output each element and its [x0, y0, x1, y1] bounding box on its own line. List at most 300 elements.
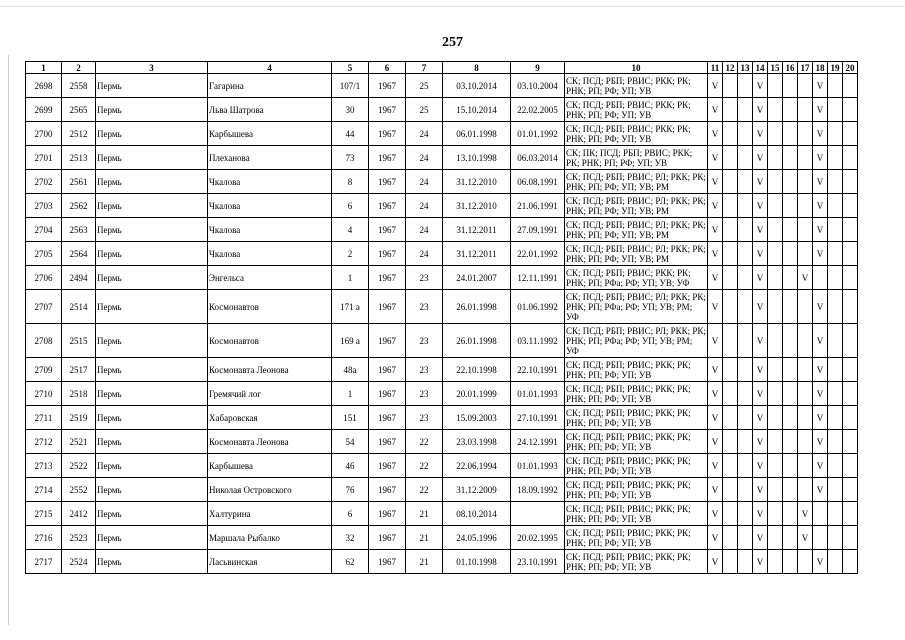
- house-number-cell: 169 а: [332, 324, 369, 358]
- count-cell: 22: [406, 430, 443, 454]
- street-cell: Энгельса: [208, 266, 332, 290]
- year-cell: 1967: [369, 502, 406, 526]
- mark-cell: [738, 358, 753, 382]
- mark-cell: [723, 122, 738, 146]
- street-cell: Маршала Рыбалко: [208, 526, 332, 550]
- city-cell: Пермь: [96, 266, 208, 290]
- table-body: [26, 74, 858, 574]
- mark-cell: [798, 74, 813, 98]
- mark-cell: [783, 122, 798, 146]
- mark-cell: [828, 74, 843, 98]
- row-number-cell: 2698: [26, 74, 62, 98]
- street-cell: Халтурина: [208, 502, 332, 526]
- mark-cell: [828, 502, 843, 526]
- mark-cell: [843, 550, 858, 574]
- mark-cell: V: [813, 122, 828, 146]
- date-cell: 24.01.2007: [443, 266, 511, 290]
- date-cell: 01.10.1998: [443, 550, 511, 574]
- year-cell: 1967: [369, 218, 406, 242]
- mark-cell: V: [708, 550, 723, 574]
- house-number-cell: 48а: [332, 358, 369, 382]
- year-cell: 1967: [369, 358, 406, 382]
- mark-cell: [768, 218, 783, 242]
- mark-cell: [828, 242, 843, 266]
- row-number-cell: 2708: [26, 324, 62, 358]
- date-cell: 01.01.1993: [511, 454, 565, 478]
- mark-cell: V: [708, 194, 723, 218]
- date-cell: 06.03.2014: [511, 146, 565, 170]
- row-number-cell: 2714: [26, 478, 62, 502]
- mark-cell: [768, 122, 783, 146]
- mark-cell: [768, 382, 783, 406]
- mark-cell: [798, 478, 813, 502]
- date-cell: 03.10.2014: [443, 74, 511, 98]
- mark-cell: V: [708, 290, 723, 324]
- house-number-cell: 1: [332, 266, 369, 290]
- mark-cell: V: [813, 194, 828, 218]
- year-cell: 1967: [369, 266, 406, 290]
- house-id-cell: 2521: [62, 430, 96, 454]
- date-cell: 01.01.1992: [511, 122, 565, 146]
- column-header: 18: [813, 62, 828, 74]
- count-cell: 24: [406, 218, 443, 242]
- city-cell: Пермь: [96, 502, 208, 526]
- date-cell: 31.12.2010: [443, 170, 511, 194]
- mark-cell: [738, 242, 753, 266]
- mark-cell: V: [708, 122, 723, 146]
- mark-cell: [798, 290, 813, 324]
- mark-cell: [723, 218, 738, 242]
- mark-cell: [723, 526, 738, 550]
- mark-cell: V: [753, 550, 768, 574]
- mark-cell: [783, 194, 798, 218]
- mark-cell: V: [708, 324, 723, 358]
- mark-cell: [843, 290, 858, 324]
- mark-cell: V: [813, 454, 828, 478]
- mark-cell: V: [813, 430, 828, 454]
- mark-cell: [828, 382, 843, 406]
- mark-cell: [738, 324, 753, 358]
- count-cell: 21: [406, 526, 443, 550]
- table-row: [26, 170, 858, 194]
- city-cell: Пермь: [96, 98, 208, 122]
- register-table: [25, 61, 858, 574]
- mark-cell: V: [753, 266, 768, 290]
- mark-cell: [828, 290, 843, 324]
- table-row: [26, 478, 858, 502]
- mark-cell: [798, 146, 813, 170]
- count-cell: 23: [406, 290, 443, 324]
- house-number-cell: 107/1: [332, 74, 369, 98]
- column-header: 4: [208, 62, 332, 74]
- mark-cell: [843, 454, 858, 478]
- mark-cell: [723, 382, 738, 406]
- date-cell: 22.01.1992: [511, 242, 565, 266]
- count-cell: 23: [406, 382, 443, 406]
- column-header: 19: [828, 62, 843, 74]
- work-types-cell: СК; ПСД; РБП; РВИС; РКК; РК; РНК; РП; РФ; УП; УВ: [565, 406, 708, 430]
- mark-cell: [843, 406, 858, 430]
- mark-cell: [768, 406, 783, 430]
- date-cell: 23.03.1998: [443, 430, 511, 454]
- city-cell: Пермь: [96, 430, 208, 454]
- count-cell: 24: [406, 194, 443, 218]
- date-cell: 31.12.2011: [443, 218, 511, 242]
- column-header: 14: [753, 62, 768, 74]
- mark-cell: [783, 454, 798, 478]
- table-row: [26, 454, 858, 478]
- mark-cell: [843, 194, 858, 218]
- mark-cell: [768, 194, 783, 218]
- house-id-cell: 2514: [62, 290, 96, 324]
- column-header: 5: [332, 62, 369, 74]
- column-header: 10: [565, 62, 708, 74]
- city-cell: Пермь: [96, 382, 208, 406]
- work-types-cell: СК; ПК; ПСД; РБП; РВИС; РКК; РК; РНК; РП; РФ; УП; УВ: [565, 146, 708, 170]
- house-id-cell: 2515: [62, 324, 96, 358]
- column-number-row: [26, 62, 858, 74]
- house-id-cell: 2519: [62, 406, 96, 430]
- mark-cell: [738, 382, 753, 406]
- mark-cell: V: [708, 74, 723, 98]
- mark-cell: V: [813, 146, 828, 170]
- mark-cell: [798, 242, 813, 266]
- mark-cell: V: [753, 74, 768, 98]
- mark-cell: [723, 430, 738, 454]
- city-cell: Пермь: [96, 290, 208, 324]
- row-number-cell: 2712: [26, 430, 62, 454]
- mark-cell: V: [708, 170, 723, 194]
- mark-cell: [843, 146, 858, 170]
- street-cell: Чкалова: [208, 242, 332, 266]
- count-cell: 21: [406, 550, 443, 574]
- mark-cell: [768, 550, 783, 574]
- mark-cell: [783, 550, 798, 574]
- year-cell: 1967: [369, 550, 406, 574]
- date-cell: 01.01.1993: [511, 382, 565, 406]
- house-id-cell: 2565: [62, 98, 96, 122]
- mark-cell: [723, 146, 738, 170]
- mark-cell: [798, 550, 813, 574]
- mark-cell: [798, 454, 813, 478]
- count-cell: 23: [406, 358, 443, 382]
- mark-cell: [843, 526, 858, 550]
- house-id-cell: 2552: [62, 478, 96, 502]
- mark-cell: [813, 502, 828, 526]
- mark-cell: [828, 406, 843, 430]
- mark-cell: [813, 266, 828, 290]
- mark-cell: [843, 502, 858, 526]
- mark-cell: [843, 218, 858, 242]
- house-number-cell: 6: [332, 194, 369, 218]
- work-types-cell: СК; ПСД; РБП; РВИС; РКК; РК; РНК; РП; РФ; УП; УВ: [565, 98, 708, 122]
- date-cell: 20.02.1995: [511, 526, 565, 550]
- city-cell: Пермь: [96, 74, 208, 98]
- table-row: [26, 266, 858, 290]
- row-number-cell: 2704: [26, 218, 62, 242]
- house-number-cell: 4: [332, 218, 369, 242]
- mark-cell: [798, 406, 813, 430]
- column-header: 11: [708, 62, 723, 74]
- mark-cell: [768, 478, 783, 502]
- date-cell: 12.11.1991: [511, 266, 565, 290]
- mark-cell: V: [708, 454, 723, 478]
- mark-cell: [828, 218, 843, 242]
- table-row: [26, 382, 858, 406]
- mark-cell: [783, 382, 798, 406]
- city-cell: Пермь: [96, 550, 208, 574]
- city-cell: Пермь: [96, 358, 208, 382]
- work-types-cell: СК; ПСД; РБП; РВИС; РКК; РК; РНК; РП; РФ; УП; УВ: [565, 382, 708, 406]
- work-types-cell: СК; ПСД; РБП; РВИС; РКК; РК; РНК; РП; РФ; УП; УВ: [565, 122, 708, 146]
- mark-cell: [828, 194, 843, 218]
- count-cell: 23: [406, 406, 443, 430]
- city-cell: Пермь: [96, 146, 208, 170]
- house-id-cell: 2524: [62, 550, 96, 574]
- house-id-cell: 2512: [62, 122, 96, 146]
- mark-cell: [783, 290, 798, 324]
- work-types-cell: СК; ПСД; РБП; РВИС; РЛ; РКК; РК; РНК; РП; РФ; УП; УВ; РМ: [566, 195, 706, 216]
- column-header: 3: [96, 62, 208, 74]
- mark-cell: V: [753, 478, 768, 502]
- mark-cell: V: [753, 502, 768, 526]
- column-header: 20: [843, 62, 858, 74]
- mark-cell: [783, 266, 798, 290]
- mark-cell: V: [813, 358, 828, 382]
- mark-cell: [768, 430, 783, 454]
- date-cell: 31.12.2011: [443, 242, 511, 266]
- mark-cell: [768, 454, 783, 478]
- mark-cell: [798, 358, 813, 382]
- table-row: [26, 74, 858, 98]
- work-types-cell: СК; ПСД; РБП; РВИС; РЛ; РКК; РК; РНК; РП; РФа; РФ; УП; УВ; РМ; УФ: [566, 291, 706, 322]
- date-cell: 24.05.1996: [443, 526, 511, 550]
- date-cell: 31.12.2009: [443, 478, 511, 502]
- mark-cell: [723, 98, 738, 122]
- mark-cell: [738, 478, 753, 502]
- mark-cell: [828, 526, 843, 550]
- house-id-cell: 2523: [62, 526, 96, 550]
- street-cell: Ласьвинская: [208, 550, 332, 574]
- mark-cell: [723, 266, 738, 290]
- mark-cell: [723, 478, 738, 502]
- street-cell: Карбышева: [208, 122, 332, 146]
- mark-cell: [783, 502, 798, 526]
- mark-cell: [783, 218, 798, 242]
- mark-cell: [798, 324, 813, 358]
- date-cell: 31.12.2010: [443, 194, 511, 218]
- mark-cell: [798, 194, 813, 218]
- table-row: [26, 122, 858, 146]
- mark-cell: [768, 358, 783, 382]
- date-cell: 22.10.1991: [511, 358, 565, 382]
- table-row: [26, 406, 858, 430]
- mark-cell: [798, 170, 813, 194]
- count-cell: 25: [406, 98, 443, 122]
- date-cell: 21.06.1991: [511, 194, 565, 218]
- date-cell: 06.01.1998: [443, 122, 511, 146]
- date-cell: 22.06.1994: [443, 454, 511, 478]
- date-cell: 22.02.2005: [511, 98, 565, 122]
- mark-cell: [828, 122, 843, 146]
- mark-cell: V: [813, 382, 828, 406]
- count-cell: 25: [406, 74, 443, 98]
- street-cell: Космонавтов: [208, 324, 332, 358]
- mark-cell: [768, 242, 783, 266]
- work-types-cell: СК; ПСД; РБП; РВИС; РКК; РК; РНК; РП; РФ; УП; УВ: [565, 550, 708, 574]
- column-header: 9: [511, 62, 565, 74]
- mark-cell: V: [753, 194, 768, 218]
- mark-cell: [813, 526, 828, 550]
- house-number-cell: 76: [332, 478, 369, 502]
- mark-cell: [738, 194, 753, 218]
- scan-top-edge: [0, 6, 905, 7]
- house-number-cell: 6: [332, 502, 369, 526]
- street-cell: Гагарина: [208, 74, 332, 98]
- street-cell: Хабаровская: [208, 406, 332, 430]
- mark-cell: [723, 550, 738, 574]
- date-cell: 03.10.2004: [511, 74, 565, 98]
- mark-cell: V: [753, 242, 768, 266]
- count-cell: 23: [406, 324, 443, 358]
- column-header: 8: [443, 62, 511, 74]
- mark-cell: [723, 290, 738, 324]
- row-number-cell: 2716: [26, 526, 62, 550]
- mark-cell: V: [813, 170, 828, 194]
- column-header: 15: [768, 62, 783, 74]
- mark-cell: V: [708, 526, 723, 550]
- mark-cell: V: [753, 382, 768, 406]
- mark-cell: [783, 98, 798, 122]
- mark-cell: V: [753, 122, 768, 146]
- row-number-cell: 2709: [26, 358, 62, 382]
- year-cell: 1967: [369, 430, 406, 454]
- mark-cell: [768, 502, 783, 526]
- street-cell: Чкалова: [208, 194, 332, 218]
- house-number-cell: 30: [332, 98, 369, 122]
- mark-cell: V: [708, 406, 723, 430]
- street-cell: Гремячий лог: [208, 382, 332, 406]
- mark-cell: [723, 454, 738, 478]
- table-row: [26, 550, 858, 574]
- date-cell: 24.12.1991: [511, 430, 565, 454]
- row-number-cell: 2711: [26, 406, 62, 430]
- mark-cell: V: [813, 406, 828, 430]
- mark-cell: [768, 290, 783, 324]
- count-cell: 24: [406, 170, 443, 194]
- mark-cell: V: [708, 358, 723, 382]
- house-id-cell: 2517: [62, 358, 96, 382]
- house-number-cell: 32: [332, 526, 369, 550]
- mark-cell: [723, 324, 738, 358]
- mark-cell: V: [798, 502, 813, 526]
- year-cell: 1967: [369, 290, 406, 324]
- mark-cell: V: [708, 146, 723, 170]
- mark-cell: [783, 406, 798, 430]
- street-cell: Чкалова: [208, 218, 332, 242]
- work-types-cell: СК; ПСД; РБП; РВИС; РКК; РК; РНК; РП; РФ; УП; УВ: [565, 430, 708, 454]
- city-cell: Пермь: [96, 242, 208, 266]
- year-cell: 1967: [369, 242, 406, 266]
- table-row: [26, 146, 858, 170]
- mark-cell: V: [813, 478, 828, 502]
- row-number-cell: 2713: [26, 454, 62, 478]
- mark-cell: [783, 478, 798, 502]
- date-cell: 13.10.1998: [443, 146, 511, 170]
- mark-cell: [738, 454, 753, 478]
- work-types-cell: СК; ПСД; РБП; РВИС; РКК; РК; РНК; РП; РФ; УП; УВ: [565, 358, 708, 382]
- table-row: [26, 242, 858, 266]
- row-number-cell: 2707: [26, 290, 62, 324]
- row-number-cell: 2701: [26, 146, 62, 170]
- mark-cell: [723, 74, 738, 98]
- mark-cell: V: [708, 266, 723, 290]
- house-number-cell: 2: [332, 242, 369, 266]
- house-number-cell: 151: [332, 406, 369, 430]
- table-row: [26, 358, 858, 382]
- house-number-cell: 8: [332, 170, 369, 194]
- count-cell: 24: [406, 122, 443, 146]
- mark-cell: V: [753, 358, 768, 382]
- mark-cell: [798, 122, 813, 146]
- mark-cell: V: [708, 430, 723, 454]
- mark-cell: V: [813, 74, 828, 98]
- mark-cell: V: [753, 146, 768, 170]
- date-cell: 20.01.1999: [443, 382, 511, 406]
- count-cell: 22: [406, 478, 443, 502]
- mark-cell: [828, 98, 843, 122]
- mark-cell: [798, 430, 813, 454]
- city-cell: Пермь: [96, 478, 208, 502]
- mark-cell: [723, 170, 738, 194]
- house-id-cell: 2494: [62, 266, 96, 290]
- mark-cell: [723, 194, 738, 218]
- mark-cell: V: [813, 324, 828, 358]
- column-header: 17: [798, 62, 813, 74]
- mark-cell: [738, 290, 753, 324]
- column-header: 6: [369, 62, 406, 74]
- mark-cell: V: [753, 324, 768, 358]
- mark-cell: [843, 122, 858, 146]
- mark-cell: [828, 170, 843, 194]
- date-cell: 08.10.2014: [443, 502, 511, 526]
- year-cell: 1967: [369, 122, 406, 146]
- mark-cell: [738, 170, 753, 194]
- mark-cell: V: [753, 290, 768, 324]
- mark-cell: V: [753, 170, 768, 194]
- mark-cell: [783, 74, 798, 98]
- city-cell: Пермь: [96, 194, 208, 218]
- city-cell: Пермь: [96, 170, 208, 194]
- house-id-cell: 2561: [62, 170, 96, 194]
- page-number: 257: [442, 35, 463, 50]
- mark-cell: [828, 478, 843, 502]
- mark-cell: [843, 242, 858, 266]
- year-cell: 1967: [369, 478, 406, 502]
- mark-cell: V: [798, 266, 813, 290]
- date-cell: [511, 502, 565, 526]
- mark-cell: [768, 98, 783, 122]
- mark-cell: [843, 382, 858, 406]
- date-cell: 27.09.1991: [511, 218, 565, 242]
- table-row: [26, 218, 858, 242]
- house-id-cell: 2412: [62, 502, 96, 526]
- mark-cell: [723, 406, 738, 430]
- mark-cell: V: [753, 454, 768, 478]
- street-cell: Николая Островского: [208, 478, 332, 502]
- house-id-cell: 2562: [62, 194, 96, 218]
- house-number-cell: 1: [332, 382, 369, 406]
